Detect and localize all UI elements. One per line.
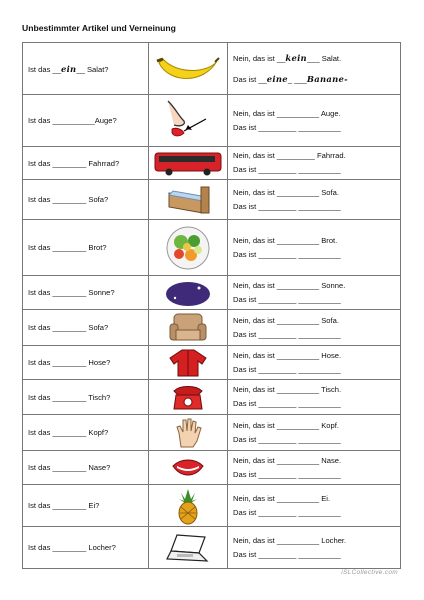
answer-cell: Nein, das ist __________ Sofa. Das ist _________ __________	[228, 310, 401, 346]
picture-cell	[149, 147, 228, 180]
bus-icon	[153, 149, 223, 177]
picture-cell	[149, 220, 228, 276]
table-row	[23, 276, 401, 310]
question-cell: Ist das ________ Hose?	[23, 346, 149, 380]
table-row	[23, 380, 401, 415]
question-cell: Ist das __ein__ Salat?	[23, 43, 149, 95]
picture-cell	[149, 527, 228, 569]
question-cell: Ist das ________ Sonne?	[23, 276, 149, 310]
question-cell: Ist das __________Auge?	[23, 95, 149, 147]
table-row	[23, 220, 401, 276]
picture-cell	[149, 276, 228, 310]
table-row	[23, 451, 401, 485]
jacket-icon	[168, 348, 208, 378]
answer-cell: Nein, das ist _________ Fahrrad. Das ist _________ __________	[228, 147, 401, 180]
table-row	[23, 415, 401, 451]
picture-cell	[149, 415, 228, 451]
answer-cell: Nein, das ist __________ Sonne. Das ist _________ __________	[228, 276, 401, 310]
answer-cell: Nein, das ist __________ Nase. Das ist _________ __________	[228, 451, 401, 485]
table-row	[23, 43, 401, 95]
question-cell: Ist das ________ Kopf?	[23, 415, 149, 451]
question-cell: Ist das ________ Fahrrad?	[23, 147, 149, 180]
answer-cell: Nein, das ist __________ Sofa. Das ist _________ __________	[228, 180, 401, 220]
nose-icon	[158, 99, 218, 143]
table-row	[23, 147, 401, 180]
question-cell: Ist das ________ Ei?	[23, 485, 149, 527]
footer-watermark: iSLCollective.com	[341, 569, 398, 576]
mouth-icon	[171, 458, 205, 478]
worksheet-table	[22, 42, 401, 569]
question-cell: Ist das ________ Nase?	[23, 451, 149, 485]
handwritten-answer: ein	[60, 63, 77, 74]
answer-cell: Nein, das ist __________ Ei. Das ist _________ __________	[228, 485, 401, 527]
table-row	[23, 346, 401, 380]
table-row	[23, 95, 401, 147]
table-row	[23, 310, 401, 346]
worksheet-title: Unbestimmter Artikel und Verneinung	[22, 23, 176, 33]
picture-cell	[149, 485, 228, 527]
hand-icon	[173, 417, 203, 449]
laptop-icon	[163, 531, 213, 565]
answer-cell: Nein, das ist __________ Brot. Das ist _________ __________	[228, 220, 401, 276]
answer-cell: Nein, das ist __________ Tisch. Das ist _________ __________	[228, 380, 401, 415]
picture-cell	[149, 95, 228, 147]
picture-cell	[149, 180, 228, 220]
picture-cell	[149, 43, 228, 95]
question-cell: Ist das ________ Brot?	[23, 220, 149, 276]
bed-icon	[163, 183, 213, 217]
answer-cell: Nein, das ist __________ Locher. Das ist _________ __________	[228, 527, 401, 569]
table-row	[23, 180, 401, 220]
answer-cell: Nein, das ist __________ Kopf. Das ist _________ __________	[228, 415, 401, 451]
answer-cell: Nein, das ist __________ Auge. Das ist _________ __________	[228, 95, 401, 147]
salad-icon	[163, 224, 213, 272]
table-row	[23, 527, 401, 569]
picture-cell	[149, 310, 228, 346]
banana-icon	[155, 49, 221, 89]
question-cell: Ist das ________ Tisch?	[23, 380, 149, 415]
answer-cell: Nein, das ist __________ Hose. Das ist _________ __________	[228, 346, 401, 380]
question-cell: Ist das ________ Locher?	[23, 527, 149, 569]
telephone-icon	[170, 383, 206, 411]
picture-cell	[149, 346, 228, 380]
question-cell: Ist das ________ Sofa?	[23, 180, 149, 220]
picture-cell	[149, 380, 228, 415]
question-cell: Ist das ________ Sofa?	[23, 310, 149, 346]
moon-icon	[163, 279, 213, 307]
answer-cell: Nein, das ist __kein___ Salat. Das ist __eine_ ___Banane-	[228, 43, 401, 95]
picture-cell	[149, 451, 228, 485]
table-row	[23, 485, 401, 527]
pineapple-icon	[175, 487, 201, 525]
armchair-icon	[166, 312, 210, 344]
